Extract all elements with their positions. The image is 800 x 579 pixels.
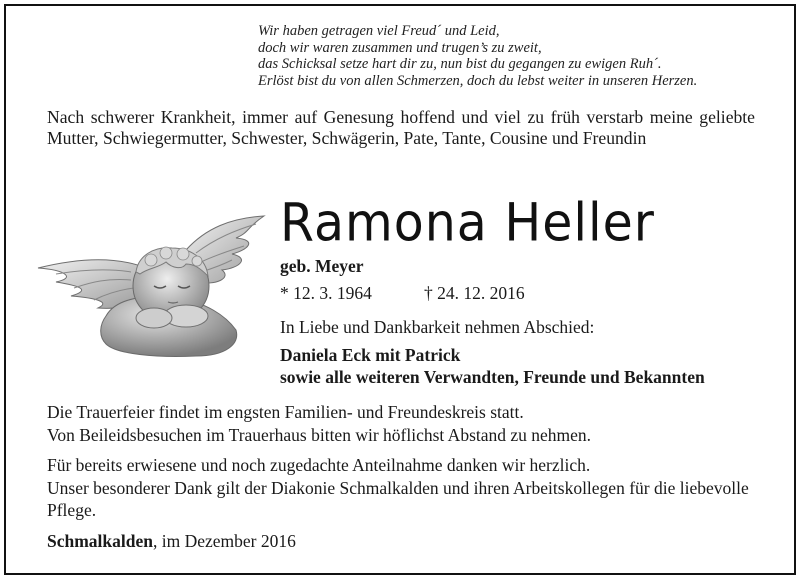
poem	[258, 23, 768, 89]
thanks-text: Für bereits erwiesene und noch zugedachte Anteilnahme danken wir herzlich.	[47, 455, 591, 475]
mourners	[280, 344, 705, 388]
farewell-line: In Liebe und Dankbarkeit nehmen Abschied:	[280, 317, 595, 337]
deceased-name: Ramona Heller	[280, 192, 655, 254]
place-date-line	[47, 530, 757, 553]
life-dates	[280, 282, 525, 304]
poem-line: doch wir waren zusammen und trugen’s zu zweit,	[258, 39, 542, 56]
closing-text	[47, 401, 757, 552]
poem-line: Wir haben getragen viel Freud´ und Leid,	[258, 23, 500, 39]
mourner-line: Daniela Eck mit Patrick	[280, 345, 461, 365]
poem-line: das Schicksal setze hart dir zu, nun bist du gegangen zu ewigen Ruh´.	[258, 56, 662, 73]
visits-notice: Von Beileidsbesuchen im Trauerhaus bitten wir höflichst Abstand zu nehmen.	[47, 424, 592, 445]
angel-icon	[36, 198, 266, 360]
special-thanks-text: Unser besonderer Dank gilt der Diakonie Schmalkalden und ihren Arbeitskollegen für die liebevolle Pflege.	[47, 477, 749, 520]
death-date: † 24. 12. 2016	[424, 283, 525, 303]
birth-date: * 12. 3. 1964	[280, 283, 372, 303]
place-name: Schmalkalden	[47, 530, 153, 551]
mourner-line: sowie alle weiteren Verwandten, Freunde und Bekannten	[280, 367, 705, 387]
date-text: , im Dezember 2016	[153, 530, 296, 551]
funeral-notice: Die Trauerfeier findet im engsten Familien- und Freundeskreis statt.	[47, 402, 524, 422]
birth-name: geb. Meyer	[280, 256, 364, 276]
poem-line: Erlöst bist du von allen Schmerzen, doch du lebst weiter in unseren Herzen.	[258, 72, 698, 89]
intro-text: Nach schwerer Krankheit, immer auf Genesung hoffend und viel zu früh verstarb meine geliebte Mutter, Schwiegermutter, Schwester, Schwägerin, Pate, Tante, Cousine und Freundin	[47, 107, 755, 148]
